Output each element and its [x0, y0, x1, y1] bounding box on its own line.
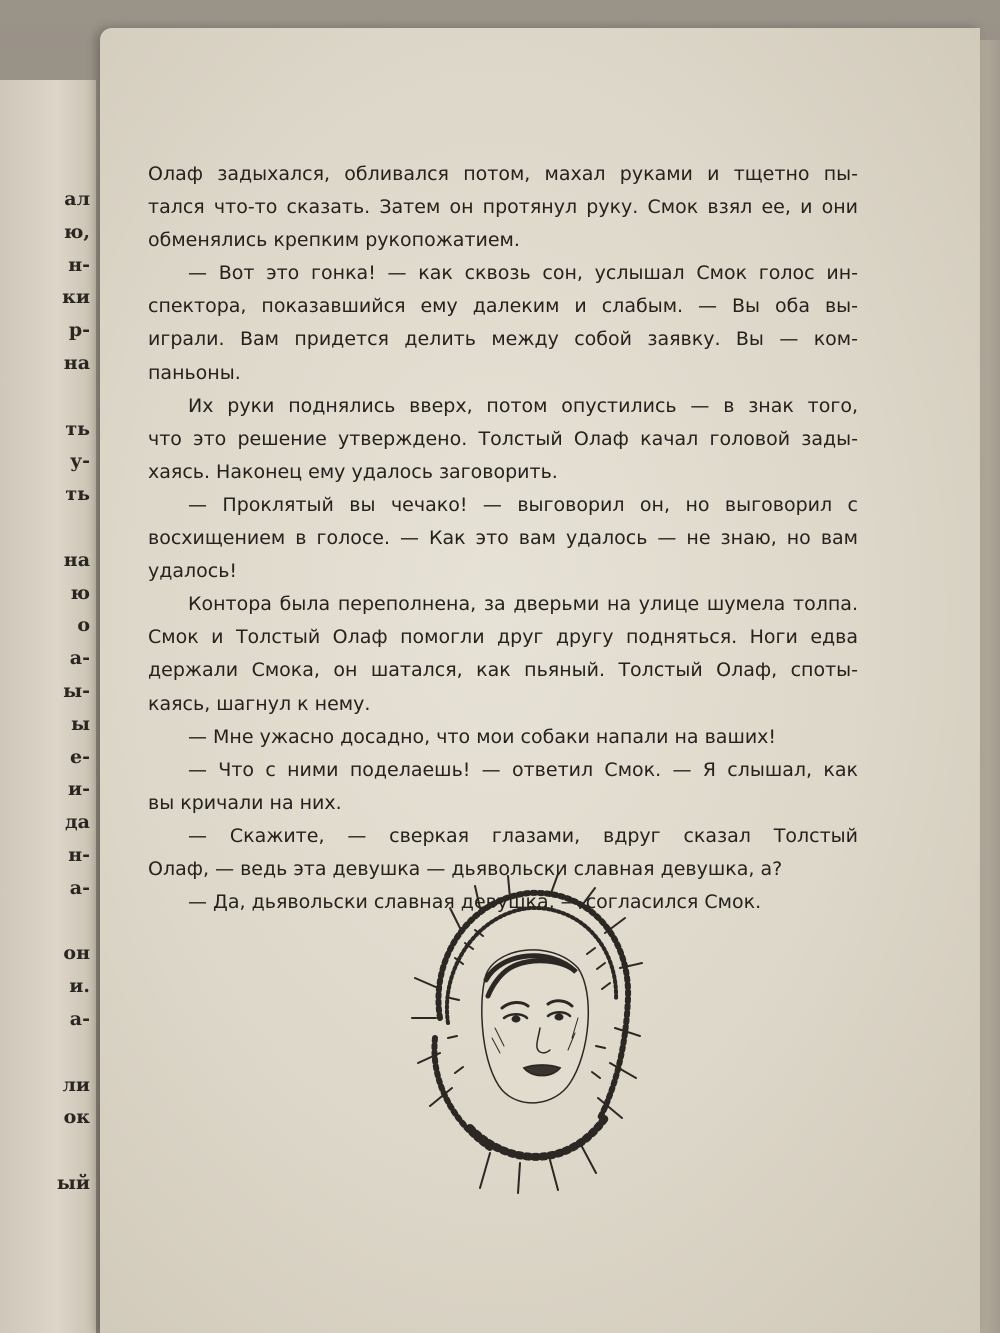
left-page-fragment: ы [70, 712, 90, 735]
text-line: удалось! [148, 560, 238, 583]
text-line: — Да, дьявольски славная девушка, — согласился Смок. [188, 891, 762, 914]
left-page-fragment: ть [65, 417, 90, 440]
left-page-fragment: ок [63, 1106, 90, 1129]
left-page-fragment [30, 387, 90, 420]
text-line: Их руки поднялись вверх, потом опустились — в знак того, [188, 394, 858, 417]
text-line: — Проклятый вы чечако! — выговорил он, но выговорил с [188, 493, 858, 516]
text-line: паньоны. [148, 361, 241, 384]
text-line: каясь, шагнул к нему. [148, 692, 371, 715]
text-line: обменялись крепким рукопожатием. [148, 229, 520, 252]
text-line: Контора была переполнена, за дверьми на улице шумела толпа. [188, 593, 858, 616]
left-page-fragment: о [77, 614, 90, 637]
left-page-fragment: ли [62, 1073, 90, 1096]
left-page-fragment: и. [69, 975, 90, 998]
left-page-fragment: он [63, 942, 90, 965]
left-page-fragment: е- [70, 745, 90, 768]
text-line: держали Смока, он шатался, как пьяный. Толстый Олаф, споты- [148, 659, 858, 682]
left-page-fragment: да [65, 811, 90, 834]
text-line: играли. Вам придется делить между собой заявку. Вы — ком- [148, 328, 858, 351]
left-page-edge [0, 80, 96, 1333]
text-line: что это решение утверждено. Толстый Олаф качал головой зады- [148, 427, 858, 450]
left-page-fragment: на [63, 548, 90, 571]
text-line: восхищением в голосе. — Как это вам удалось — не знаю, но вам [148, 527, 858, 550]
text-line: спектора, показавшийся ему далеким и слабым. — Вы оба вы- [148, 295, 858, 318]
page-text [148, 158, 858, 919]
left-page-fragment: ю [70, 581, 90, 604]
text-line: тался что-то сказать. Затем он протянул руку. Смок взял ее, и они [148, 196, 858, 219]
left-page-fragment: на [63, 351, 90, 374]
left-page-fragment: ю, [63, 220, 90, 243]
left-page-fragment: н- [68, 843, 90, 866]
left-page-text-fragments [30, 190, 90, 1207]
left-page-fragment: у- [69, 450, 90, 473]
text-line: — Скажите, — сверкая глазами, вдруг сказал Толстый [188, 824, 858, 847]
text-line: вы кричали на них. [148, 791, 342, 814]
text-line: Смок и Толстый Олаф помогли друг другу подняться. Ноги едва [148, 626, 858, 649]
girl-in-fur-hood-illustration [400, 868, 650, 1198]
left-page-fragment: ть [65, 483, 90, 506]
left-page-fragment: а- [69, 1007, 90, 1030]
left-page-fragment: ы- [63, 679, 90, 702]
left-page-fragment: а- [69, 647, 90, 670]
text-line: Олаф, — ведь эта девушка — дьявольски славная девушка, а? [148, 857, 783, 880]
left-page-fragment: ый [56, 1171, 90, 1194]
text-line: хаясь. Наконец ему удалось заговорить. [148, 460, 558, 483]
text-line: Олаф задыхался, обливался потом, махал руками и тщетно пы- [148, 163, 858, 185]
left-page-fragment: р- [68, 319, 90, 342]
left-page-fragment: ал [64, 188, 90, 210]
left-page-fragment [30, 912, 90, 945]
left-page-fragment: и- [68, 778, 90, 801]
text-line: — Мне ужасно досадно, что мои собаки напали на ваших! [188, 725, 777, 748]
left-page-fragment [30, 518, 90, 551]
left-page-fragment: а- [69, 876, 90, 899]
text-line: — Что с ними поделаешь! — ответил Смок. — Я слышал, как [188, 758, 858, 781]
left-page-fragment [30, 1141, 90, 1174]
left-page-fragment [30, 1043, 90, 1076]
text-line: — Вот это гонка! — как сквозь сон, услышал Смок голос ин- [188, 262, 858, 285]
left-page-fragment: ки [62, 286, 90, 309]
left-page-fragment: н- [68, 253, 90, 276]
